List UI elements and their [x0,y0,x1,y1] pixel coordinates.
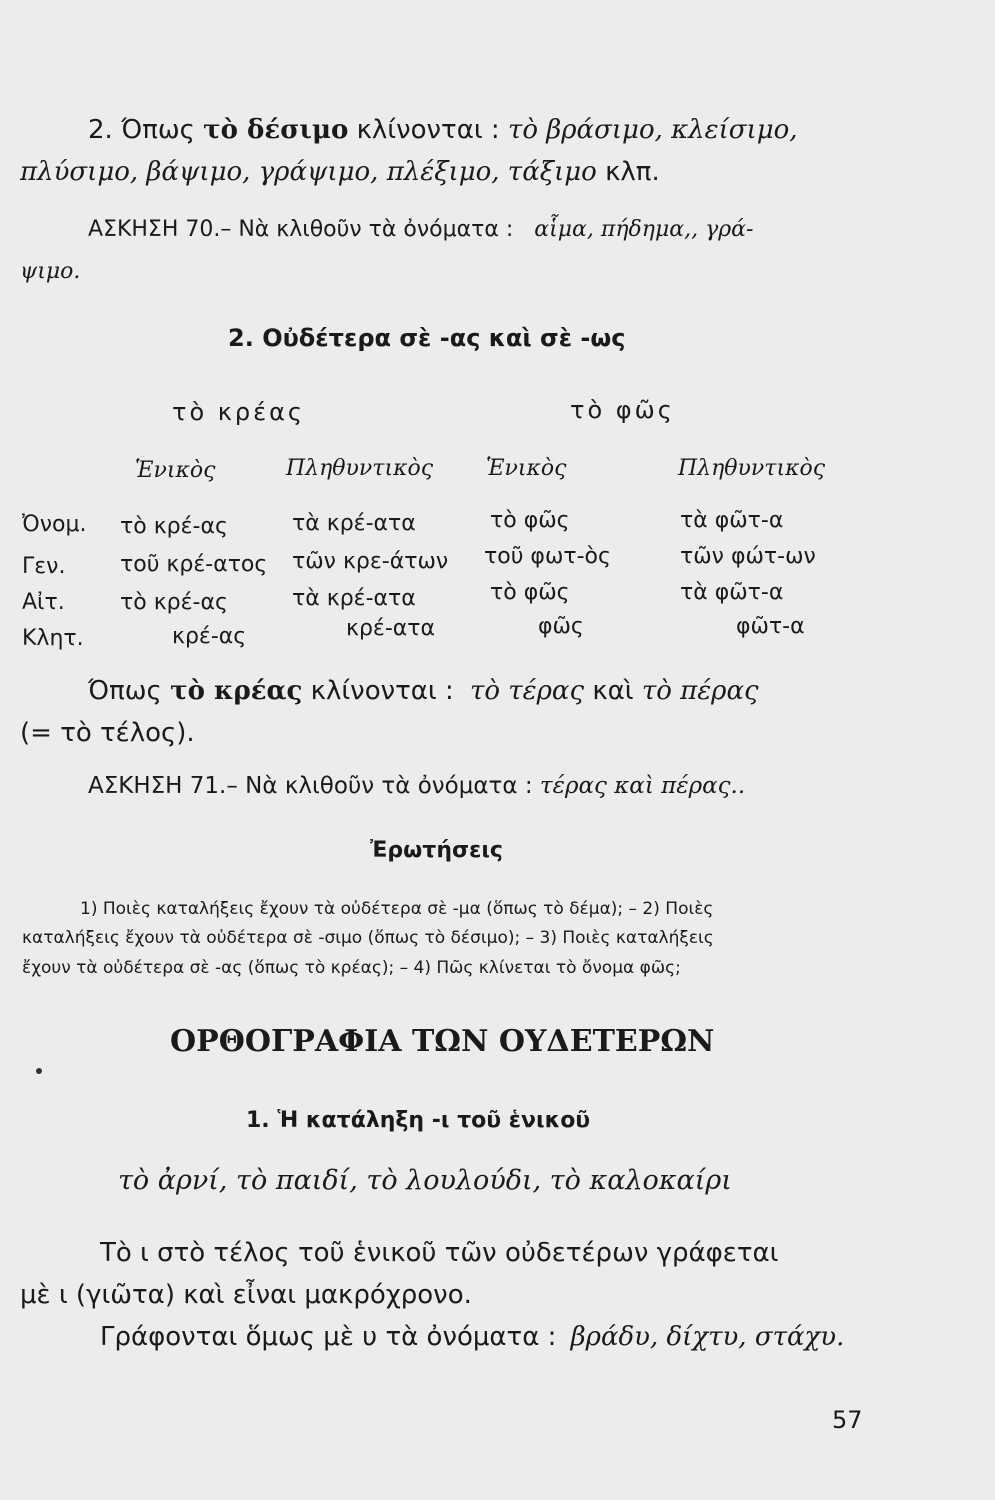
rule-example-words: τὸ βράσιμο, κλείσιμο, [507,115,798,145]
table-cell: τῶν κρε-άτων [292,549,449,574]
orthography-subheading-number: 1. [246,1108,270,1133]
col-header-singular-1: Ἑνικὸς [135,458,216,483]
rule-kreas-verb: κλίνονται : [310,676,454,706]
table-cell: φῶς [538,614,584,639]
rule-kreas-opos: Όπως [88,676,162,706]
table-cell: τὸ κρέ-ας [120,590,228,615]
rule-kreas-teras: τὸ τέρας [470,676,585,706]
orthography-subheading-text: Ἡ κατάληξη -ι τοῦ ἑνικοῦ [277,1108,591,1133]
rule-kreas-kai: καὶ [592,676,634,706]
orthography-examples: τὸ ἀρνί, τὸ παιδί, τὸ λουλούδι, τὸ καλοκαίρι [118,1165,732,1196]
orthography-title: ΟΡΘΟΓΡΑΦΙΑ ΤΩΝ ΟΥΔΕΤΕΡΩΝ [170,1024,715,1059]
rule-keyword-desimo: τὸ δέσιμο [203,115,349,145]
questions-line-1: 1) Ποιὲς καταλήξεις ἔχουν τὰ οὐδέτερα σὲ -μα (ὅπως τὸ δέμα); – 2) Ποιὲς [80,899,714,919]
rule-opos: Όπως [121,115,195,145]
rule-2-line-1 [88,115,798,145]
exercise-71-words: τέρας καὶ πέρας.. [539,773,746,799]
questions-line-2: καταλήξεις ἔχουν τὰ οὐδέτερα σὲ -σιμο (ὅπως τὸ δέσιμο); – 3) Ποιὲς καταλήξεις [22,928,714,948]
col-header-plural-2: Πληθυντικὸς [678,456,826,481]
rule-keyword-kreas: τὸ κρέας [170,676,303,706]
noun-title-kreas: τὸ κρέας [172,398,306,426]
rule-kreas-peras: τὸ πέρας [641,676,759,706]
table-cell: τὰ κρέ-ατα [292,511,416,536]
table-cell: τὸ φῶς [490,580,570,605]
section-heading-number: 2. [228,324,254,352]
rule-kreas-line-2: (= τὸ τέλος). [20,718,195,748]
rule-verb: κλίνονται : [356,115,500,145]
table-cell: κρέ-ατα [346,616,436,641]
exercise-70-words: αἷμα, πήδημα,, γρά- [534,217,754,242]
exercise-70-cont: ψιμο. [20,259,81,284]
section-heading [228,324,625,352]
rule-kreas-line-1 [88,676,759,706]
bullet-dot-icon [36,1068,42,1074]
table-cell: τὸ φῶς [490,508,570,533]
table-cell: τὸ κρέ-ας [120,514,228,539]
rule-2-line-2 [20,157,660,187]
orthography-p2-words: βράδυ, δίχτυ, στάχυ. [570,1322,845,1352]
page-number: 57 [832,1406,863,1434]
exercise-70-label: ΑΣΚΗΣΗ 70.– Νὰ κλιθοῦν τὰ ὀνόματα : [88,217,514,242]
table-cell: τοῦ φωτ-ὸς [484,544,611,569]
table-cell: φῶτ-α [736,614,805,639]
orthography-p1-line-2: μὲ ι (γιῶτα) καὶ εἶναι μακρόχρονο. [20,1280,472,1310]
exercise-71 [88,773,745,799]
rule-etc: κλπ. [605,157,660,187]
table-cell: τῶν φώτ-ων [680,544,816,569]
case-nominative: Ὀνομ. [22,512,87,537]
orthography-p2 [100,1322,844,1352]
rule-example-words-cont: πλύσιμο, βάψιμο, γράψιμο, πλέξιμο, τάξιμο [20,157,597,187]
case-vocative: Κλητ. [22,626,84,651]
questions-heading: Ἐρωτήσεις [370,838,503,863]
orthography-p2-text: Γράφονται ὅμως μὲ υ τὰ ὀνόματα : [100,1322,557,1352]
orthography-subheading [246,1108,590,1133]
col-header-singular-2: Ἑνικὸς [486,456,567,481]
case-accusative: Αἰτ. [22,590,65,615]
table-cell: τὰ κρέ-ατα [292,586,416,611]
questions-line-3: ἔχουν τὰ οὐδέτερα σὲ -ας (ὅπως τὸ κρέας); – 4) Πῶς κλίνεται τὸ ὄνομα φῶς; [22,958,681,978]
exercise-70 [88,217,753,242]
table-cell: τὰ φῶτ-α [680,508,784,533]
case-genitive: Γεν. [22,554,66,579]
noun-title-fos: τὸ φῶς [570,396,675,424]
section-heading-text: Οὐδέτερα σὲ -ας καὶ σὲ -ως [262,324,626,352]
table-cell: κρέ-ας [172,624,247,649]
table-cell: τοῦ κρέ-ατος [120,552,268,577]
rule-number: 2. [88,115,113,145]
table-cell: τὰ φῶτ-α [680,580,784,605]
exercise-71-label: ΑΣΚΗΣΗ 71.– Νὰ κλιθοῦν τὰ ὀνόματα : [88,773,533,799]
orthography-p1-line-1: Τὸ ι στὸ τέλος τοῦ ἑνικοῦ τῶν οὐδετέρων γράφεται [100,1238,779,1268]
col-header-plural-1: Πληθυντικὸς [286,456,434,481]
